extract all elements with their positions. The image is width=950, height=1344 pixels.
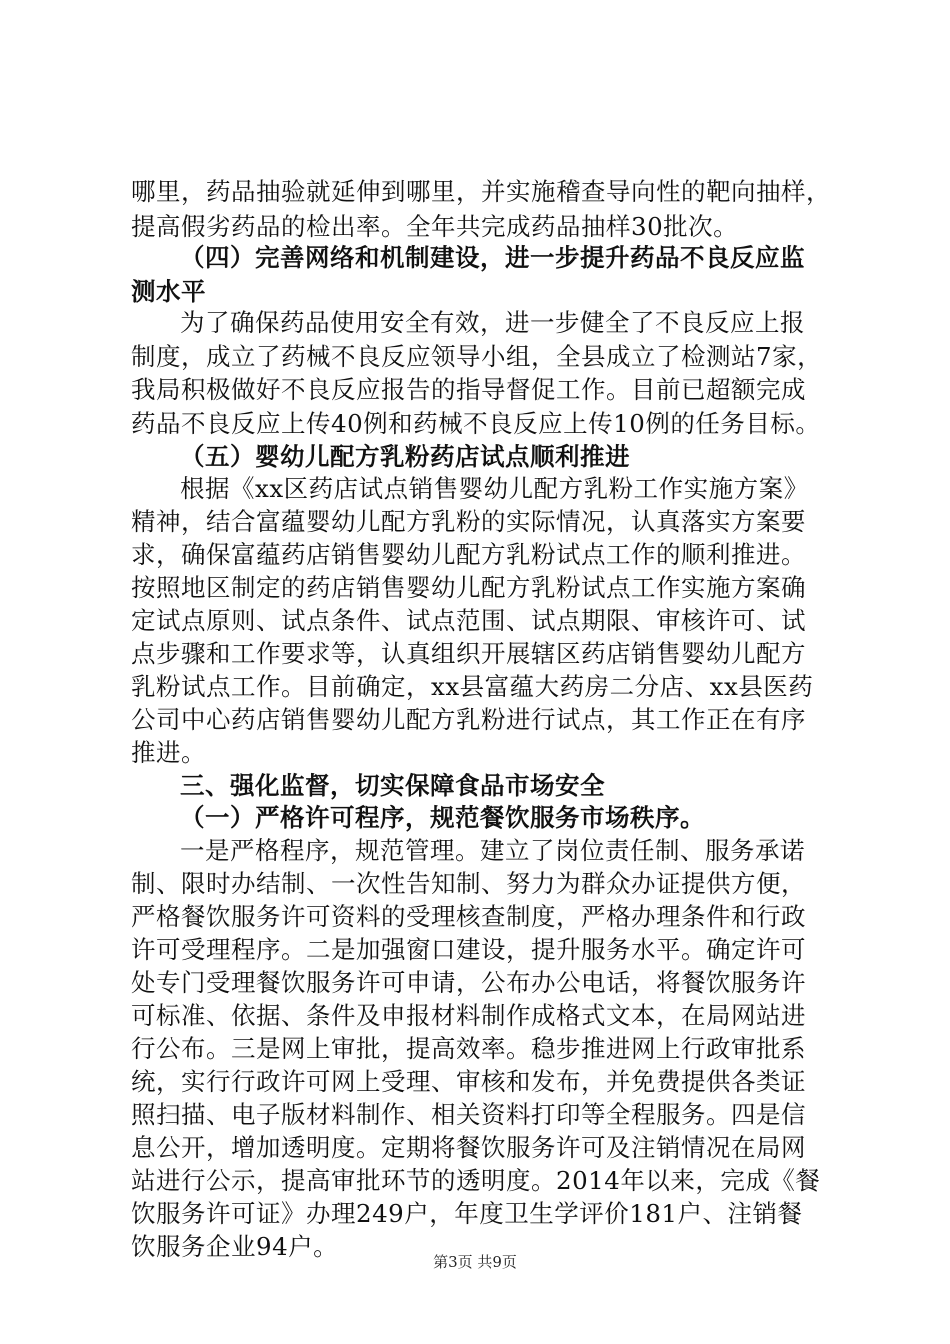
paragraph-line: 照扫描、电子版材料制作、相关资料打印等全程服务。四是信 <box>131 1100 806 1129</box>
paragraph-line: 乳粉试点工作。目前确定，xx县富蕴大药房二分店、xx县医药 <box>131 672 814 701</box>
paragraph-line: 精神，结合富蕴婴幼儿配方乳粉的实际情况，认真落实方案要 <box>131 507 806 536</box>
paragraph-line: 为了确保药品使用安全有效，进一步健全了不良反应上报 <box>180 308 805 337</box>
paragraph-line: 定试点原则、试点条件、试点范围、试点期限、审核许可、试 <box>131 606 806 635</box>
page-footer: 第3页 共9页 <box>433 1253 517 1271</box>
section-heading: 测水平 <box>131 277 206 306</box>
paragraph-line: 制、限时办结制、一次性告知制、努力为群众办证提供方便， <box>131 869 806 898</box>
paragraph-line: 许可受理程序。二是加强窗口建设，提升服务水平。确定许可 <box>131 935 806 964</box>
section-heading: （四）完善网络和机制建设，进一步提升药品不良反应监 <box>180 243 805 272</box>
paragraph-line: 点步骤和工作要求等，认真组织开展辖区药店销售婴幼儿配方 <box>131 639 806 668</box>
section-heading: （一）严格许可程序，规范餐饮服务市场秩序。 <box>180 803 705 832</box>
paragraph-line: 药品不良反应上传40例和药械不良反应上传10例的任务目标。 <box>131 409 821 438</box>
paragraph-line: 统，实行行政许可网上受理、审核和发布，并免费提供各类证 <box>131 1067 806 1096</box>
paragraph-line: 饮服务许可证》办理249户，年度卫生学评价181户、注销餐 <box>131 1199 803 1228</box>
paragraph-line: 制度，成立了药械不良反应领导小组，全县成立了检测站7家， <box>131 342 823 371</box>
paragraph-line: 饮服务企业94户。 <box>131 1232 339 1261</box>
paragraph-line: 一是严格程序，规范管理。建立了岗位责任制、服务承诺 <box>180 836 805 865</box>
paragraph-line: 求，确保富蕴药店销售婴幼儿配方乳粉试点工作的顺利推进。 <box>131 540 806 569</box>
paragraph-line: 推进。 <box>131 738 206 767</box>
paragraph-line: 可标准、依据、条件及申报材料制作成格式文本，在局网站进 <box>131 1001 806 1030</box>
paragraph-line: 提高假劣药品的检出率。全年共完成药品抽样30批次。 <box>131 212 739 241</box>
paragraph-line: 按照地区制定的药店销售婴幼儿配方乳粉试点工作实施方案确 <box>131 573 806 602</box>
paragraph-line: 根据《xx区药店试点销售婴幼儿配方乳粉工作实施方案》 <box>180 474 809 503</box>
paragraph-line: 处专门受理餐饮服务许可申请，公布办公电话，将餐饮服务许 <box>131 968 806 997</box>
paragraph-line: 息公开，增加透明度。定期将餐饮服务许可及注销情况在局网 <box>131 1133 806 1162</box>
paragraph-line: 哪里，药品抽验就延伸到哪里，并实施稽查导向性的靶向抽样， <box>131 177 831 206</box>
paragraph-line: 行公布。三是网上审批，提高效率。稳步推进网上行政审批系 <box>131 1034 806 1063</box>
paragraph-line: 严格餐饮服务许可资料的受理核查制度，严格办理条件和行政 <box>131 902 806 931</box>
section-heading: 三、强化监督，切实保障食品市场安全 <box>180 771 605 800</box>
paragraph-line: 站进行公示，提高审批环节的透明度。2014年以来，完成《餐 <box>131 1166 821 1195</box>
paragraph-line: 我局积极做好不良反应报告的指导督促工作。目前已超额完成 <box>131 375 806 404</box>
section-heading: （五）婴幼儿配方乳粉药店试点顺利推进 <box>180 442 630 471</box>
paragraph-line: 公司中心药店销售婴幼儿配方乳粉进行试点，其工作正在有序 <box>131 705 806 734</box>
